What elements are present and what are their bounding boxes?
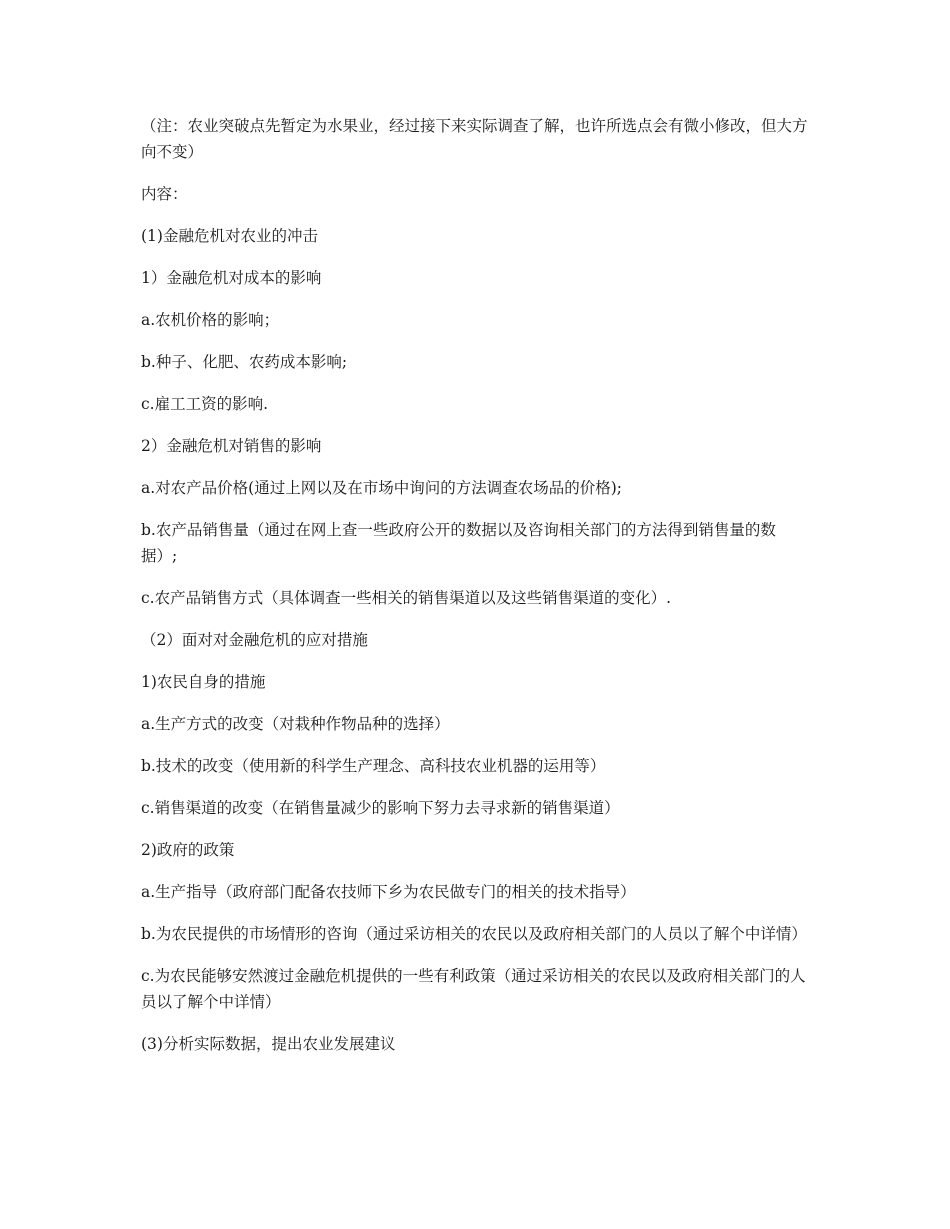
list-item: a.对农产品价格(通过上网以及在市场中询问的方法调查农场品的价格); bbox=[141, 479, 622, 497]
list-item: b.技术的改变（使用新的科学生产理念、高科技农业机器的运用等） bbox=[141, 757, 606, 775]
document-body bbox=[141, 113, 811, 1073]
list-item: c.雇工工资的影响. bbox=[141, 395, 269, 413]
section-2-heading: （2）面对对金融危机的应对措施 bbox=[141, 631, 368, 649]
list-item: b.种子、化肥、农药成本影响; bbox=[141, 353, 348, 371]
list-item: c.为农民能够安然渡过金融危机提供的一些有利政策（通过采访相关的农民以及政府相关部门的人员以了解个中详情） bbox=[141, 967, 806, 1011]
section-1-heading: (1)金融危机对农业的冲击 bbox=[141, 227, 318, 245]
note-paragraph: （注：农业突破点先暂定为水果业，经过接下来实际调查了解，也许所选点会有微小修改，但大方向不变） bbox=[141, 117, 808, 161]
list-item: c.销售渠道的改变（在销售量减少的影响下努力去寻求新的销售渠道） bbox=[141, 799, 620, 817]
list-item: a.生产方式的改变（对栽种作物品种的选择） bbox=[141, 715, 450, 733]
subsection-1-2-heading: 2）金融危机对销售的影响 bbox=[141, 437, 322, 455]
subsection-2-2-heading: 2)政府的政策 bbox=[141, 841, 235, 859]
content-heading: 内容： bbox=[141, 185, 188, 203]
list-item: a.生产指导（政府部门配备农技师下乡为农民做专门的相关的技术指导） bbox=[141, 883, 636, 901]
section-3-heading: (3)分析实际数据，提出农业发展建议 bbox=[141, 1035, 396, 1053]
subsection-2-1-heading: 1)农民自身的措施 bbox=[141, 673, 266, 691]
subsection-1-1-heading: 1）金融危机对成本的影响 bbox=[141, 269, 322, 287]
list-item: c.农产品销售方式（具体调查一些相关的销售渠道以及这些销售渠道的变化）. bbox=[141, 589, 672, 607]
list-item: b.农产品销售量（通过在网上查一些政府公开的数据以及咨询相关部门的方法得到销售量的数据）; bbox=[141, 521, 776, 565]
list-item: a.农机价格的影响； bbox=[141, 311, 280, 329]
list-item: b.为农民提供的市场情形的咨询（通过采访相关的农民以及政府相关部门的人员以了解个中详情） bbox=[141, 925, 807, 943]
